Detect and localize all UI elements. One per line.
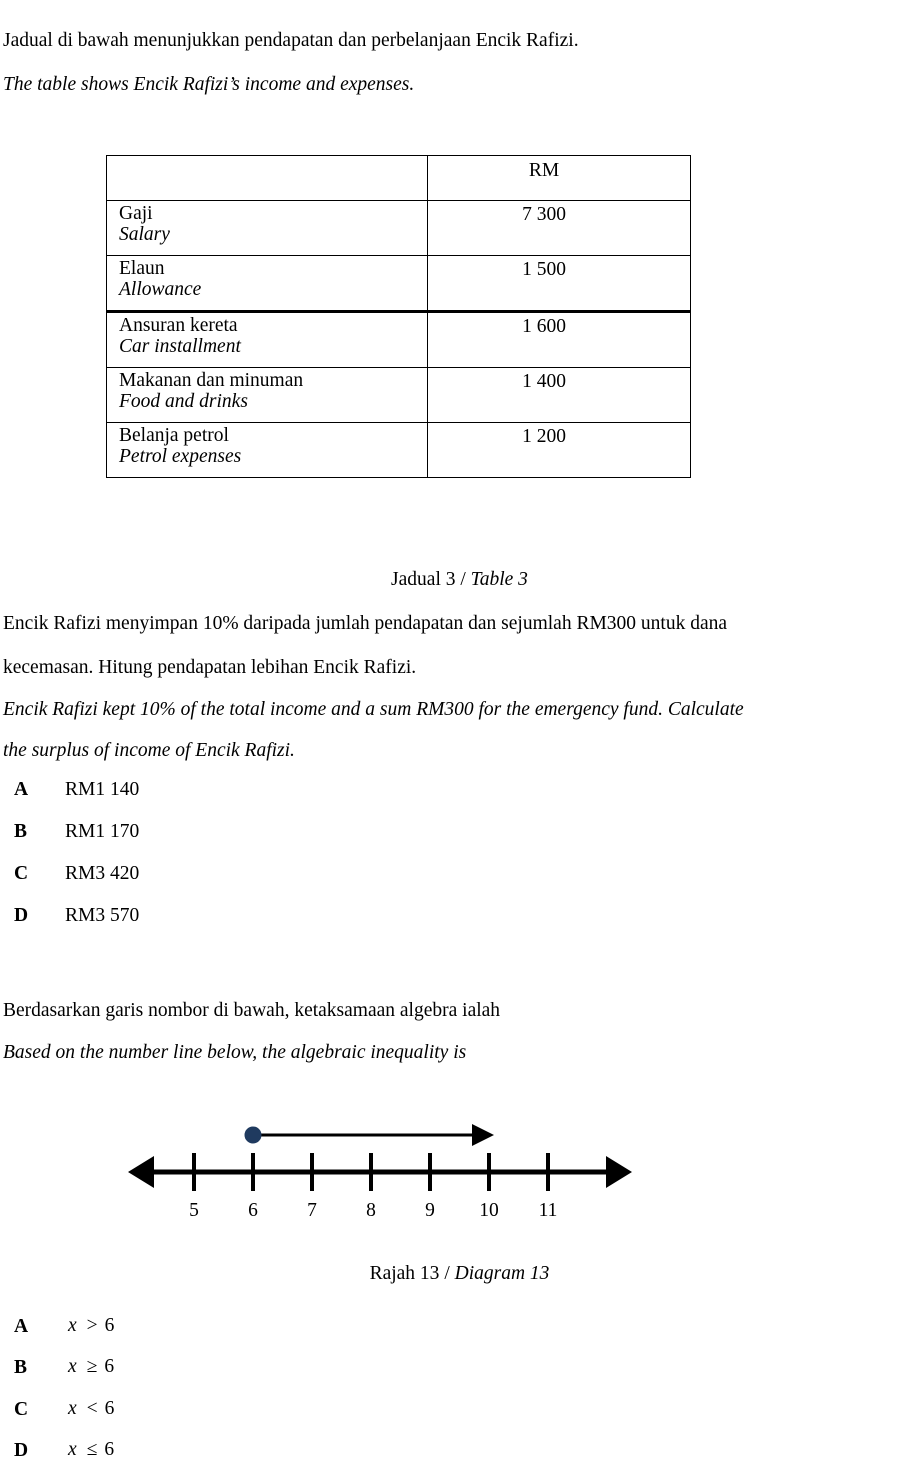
- axis-tick-labels: [189, 1200, 557, 1221]
- option-text-a[interactable]: RM1 140: [65, 779, 140, 800]
- table-caption: [0, 569, 919, 591]
- option-text-c[interactable]: RM3 420: [65, 863, 140, 884]
- table-cell-value: 1 200: [428, 423, 691, 478]
- diagram-caption-malay: Rajah 13: [369, 1263, 440, 1284]
- table-cell-label: [107, 256, 428, 312]
- question1-body-english-line2: the surplus of income of Encik Rafizi.: [3, 740, 295, 761]
- table-caption-english: Table 3: [470, 569, 528, 590]
- option-letter-b[interactable]: B: [14, 821, 28, 842]
- number: 6: [104, 1398, 115, 1419]
- right-arrowhead-icon: [606, 1156, 632, 1188]
- table-cell-label: [107, 201, 428, 256]
- table-cell-label: [107, 423, 428, 478]
- question1-stem-english: The table shows Encik Rafizi’s income and expenses.: [3, 74, 415, 95]
- table-row: [107, 312, 691, 368]
- row-label-malay: Belanja petrol: [119, 425, 229, 446]
- solution-ray: [254, 1124, 494, 1146]
- table-header-row: [107, 156, 691, 201]
- question1-body-english-line1: Encik Rafizi kept 10% of the total income and a sum RM300 for the emergency fund. Calculate: [3, 699, 744, 720]
- variable: x: [68, 1439, 77, 1460]
- option-text-c[interactable]: [68, 1398, 114, 1420]
- option-letter-a[interactable]: A: [14, 1316, 29, 1337]
- row-label-english: Salary: [119, 224, 170, 246]
- row-label-malay: Makanan dan minuman: [119, 370, 304, 391]
- question1-stem-malay: Jadual di bawah menunjukkan pendapatan dan perbelanjaan Encik Rafizi.: [3, 30, 579, 51]
- option-letter-d[interactable]: D: [14, 905, 29, 926]
- row-label-english: Allowance: [119, 279, 202, 301]
- number-line-axis: [128, 1156, 632, 1188]
- table-header-value-cell: RM: [428, 156, 691, 201]
- table-row: [107, 256, 691, 312]
- relation-symbol: ≥: [86, 1356, 98, 1377]
- table-cell-value: 7 300: [428, 201, 691, 256]
- tick-label: 9: [425, 1200, 435, 1221]
- table-cell-value: 1 400: [428, 368, 691, 423]
- income-expenses-table: [106, 155, 691, 478]
- row-label-english: Petrol expenses: [119, 446, 242, 468]
- table-caption-separator: /: [455, 569, 471, 590]
- tick-label: 7: [307, 1200, 317, 1221]
- row-label-malay: Ansuran kereta: [119, 315, 238, 336]
- question2-stem-english: Based on the number line below, the algebraic inequality is: [3, 1042, 467, 1063]
- relation-symbol: >: [86, 1315, 98, 1336]
- option-letter-c[interactable]: C: [14, 1399, 29, 1420]
- table-cell-label: [107, 368, 428, 423]
- row-label-malay: Gaji: [119, 203, 153, 224]
- table-row: [107, 423, 691, 478]
- table-row: [107, 368, 691, 423]
- option-text-a[interactable]: [68, 1315, 114, 1337]
- question1-body-malay-line1: Encik Rafizi menyimpan 10% daripada jumlah pendapatan dan sejumlah RM300 untuk dana: [3, 613, 728, 634]
- table-cell-label: [107, 312, 428, 368]
- variable: x: [68, 1315, 77, 1336]
- relation-symbol: <: [86, 1398, 98, 1419]
- option-text-b[interactable]: RM1 170: [65, 821, 140, 842]
- table-header-label-cell: [107, 156, 428, 201]
- option-letter-d[interactable]: D: [14, 1440, 29, 1461]
- diagram-caption-separator: /: [439, 1263, 455, 1284]
- tick-label: 11: [538, 1200, 558, 1221]
- tick-label: 5: [189, 1200, 199, 1221]
- row-label-malay: Elaun: [119, 258, 165, 279]
- option-letter-b[interactable]: B: [14, 1357, 28, 1378]
- number: 6: [104, 1315, 115, 1336]
- diagram-caption-english: Diagram 13: [454, 1263, 550, 1284]
- row-label-english: Food and drinks: [119, 391, 248, 413]
- question1-body-malay-line2: kecemasan. Hitung pendapatan lebihan Encik Rafizi.: [3, 657, 417, 678]
- variable: x: [68, 1398, 77, 1419]
- option-text-d[interactable]: [68, 1439, 114, 1461]
- closed-endpoint-dot-icon: [245, 1127, 261, 1143]
- number: 6: [104, 1356, 115, 1377]
- diagram-caption: [0, 1263, 919, 1285]
- variable: x: [68, 1356, 77, 1377]
- relation-symbol: ≤: [86, 1439, 98, 1460]
- row-label-english: Car installment: [119, 336, 241, 358]
- table-cell-value: 1 500: [428, 256, 691, 312]
- option-text-d[interactable]: RM3 570: [65, 905, 140, 926]
- tick-label: 8: [366, 1200, 376, 1221]
- tick-label: 6: [248, 1200, 258, 1221]
- table-row: [107, 201, 691, 256]
- option-letter-a[interactable]: A: [14, 779, 29, 800]
- left-arrowhead-icon: [128, 1156, 154, 1188]
- tick-label: 10: [479, 1200, 499, 1221]
- question2-stem-malay: Berdasarkan garis nombor di bawah, ketaksamaan algebra ialah: [3, 1000, 501, 1021]
- table-cell-value: 1 600: [428, 312, 691, 368]
- option-text-b[interactable]: [68, 1356, 114, 1378]
- number-line-diagram: [120, 1110, 640, 1230]
- table-caption-malay: Jadual 3: [391, 569, 456, 590]
- option-letter-c[interactable]: C: [14, 863, 29, 884]
- number: 6: [104, 1439, 115, 1460]
